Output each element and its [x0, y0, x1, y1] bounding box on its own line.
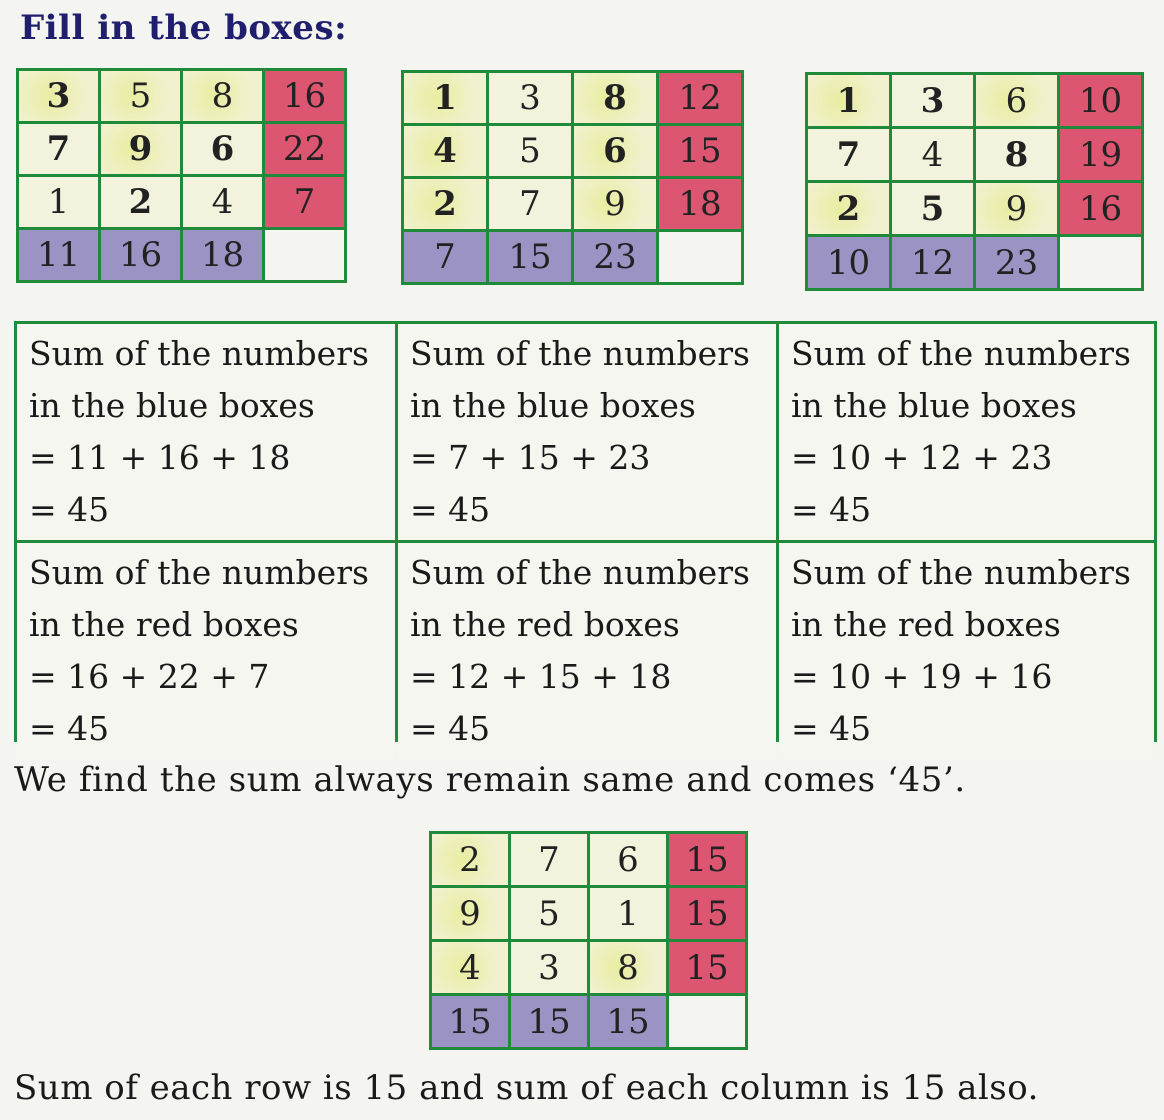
grid-cell: 5	[511, 888, 587, 939]
grid-cell: 3	[511, 942, 587, 993]
sum-line: Sum of the numbers	[29, 334, 369, 373]
red-cell: 18	[659, 179, 741, 229]
red-cell: 10	[1060, 75, 1141, 126]
sum-line: = 10 + 12 + 23	[791, 438, 1053, 477]
grid-cell: 6	[976, 75, 1057, 126]
grid-cell: 8	[976, 129, 1057, 180]
grid-cell: 6	[183, 124, 262, 174]
grid-cell: 4	[432, 942, 508, 993]
grid-cell: 7	[808, 129, 889, 180]
grid-cell: 5	[892, 183, 973, 234]
sum-line: = 45	[410, 709, 491, 748]
sum-line: = 11 + 16 + 18	[29, 438, 291, 477]
sum-line: = 10 + 19 + 16	[791, 657, 1053, 696]
blue-sum-cell	[779, 324, 1154, 540]
grid-2	[401, 70, 744, 285]
grid-cell: 8	[590, 942, 666, 993]
sum-line: in the red boxes	[410, 605, 680, 644]
grid-cell: 3	[892, 75, 973, 126]
blue-cell: 15	[489, 232, 571, 282]
sum-line: Sum of the numbers	[791, 553, 1131, 592]
grid-cell: 2	[101, 177, 180, 227]
grid-cell: 8	[183, 71, 262, 121]
red-cell: 16	[1060, 183, 1141, 234]
blue-cell: 11	[19, 230, 98, 280]
sum-line: in the red boxes	[791, 605, 1061, 644]
heading: Fill in the boxes:	[20, 8, 348, 48]
sum-line: Sum of the numbers	[410, 553, 750, 592]
red-cell: 19	[1060, 129, 1141, 180]
blank-cell	[659, 232, 741, 282]
red-cell: 15	[669, 888, 745, 939]
sum-line: Sum of the numbers	[29, 553, 369, 592]
grid-cell: 2	[432, 834, 508, 885]
sum-line: = 45	[410, 490, 491, 529]
blank-cell	[669, 996, 745, 1047]
blue-cell: 12	[892, 237, 973, 288]
grid-cell: 3	[489, 73, 571, 123]
sum-line: = 16 + 22 + 7	[29, 657, 270, 696]
blue-cell: 15	[432, 996, 508, 1047]
grid-cell: 6	[590, 834, 666, 885]
sum-line: = 7 + 15 + 23	[410, 438, 651, 477]
grid-cell: 9	[976, 183, 1057, 234]
statement: We find the sum always remain same and comes ‘45’.	[14, 760, 966, 800]
grid-cell: 7	[19, 124, 98, 174]
grid-cell: 7	[511, 834, 587, 885]
blue-sum-cell	[17, 324, 395, 540]
grid-cell: 9	[574, 179, 656, 229]
red-cell: 15	[669, 942, 745, 993]
blue-cell: 16	[101, 230, 180, 280]
red-cell: 12	[659, 73, 741, 123]
grid-cell: 6	[574, 126, 656, 176]
grid-cell: 9	[432, 888, 508, 939]
blue-cell: 23	[574, 232, 656, 282]
blank-cell	[265, 230, 344, 280]
grid-cell: 5	[101, 71, 180, 121]
sum-line: = 45	[791, 490, 872, 529]
blue-cell: 23	[976, 237, 1057, 288]
sum-line: Sum of the numbers	[410, 334, 750, 373]
grid-cell: 5	[489, 126, 571, 176]
sums-table	[14, 321, 1157, 748]
sum-line: = 45	[29, 709, 110, 748]
sum-line: in the blue boxes	[410, 386, 696, 425]
magic-square	[429, 831, 748, 1050]
grid-1	[16, 68, 347, 283]
grid-cell: 1	[19, 177, 98, 227]
red-cell: 15	[659, 126, 741, 176]
grid-cell: 2	[404, 179, 486, 229]
grid-cell: 3	[19, 71, 98, 121]
blank-cell	[1060, 237, 1141, 288]
grid-cell: 1	[808, 75, 889, 126]
red-cell: 7	[265, 177, 344, 227]
sum-line: = 45	[791, 709, 872, 748]
sum-line: in the blue boxes	[791, 386, 1077, 425]
grid-cell: 9	[101, 124, 180, 174]
grid-cell: 7	[489, 179, 571, 229]
red-sum-cell	[779, 543, 1154, 759]
red-sum-cell	[398, 543, 776, 759]
sum-line: = 45	[29, 490, 110, 529]
red-cell: 16	[265, 71, 344, 121]
grid-cell: 4	[404, 126, 486, 176]
blue-sum-cell	[398, 324, 776, 540]
sum-line: in the red boxes	[29, 605, 299, 644]
red-cell: 22	[265, 124, 344, 174]
grid-cell: 4	[183, 177, 262, 227]
blue-cell: 15	[590, 996, 666, 1047]
grid-cell: 1	[590, 888, 666, 939]
sum-line: Sum of the numbers	[791, 334, 1131, 373]
red-cell: 15	[669, 834, 745, 885]
blue-cell: 10	[808, 237, 889, 288]
blue-cell: 18	[183, 230, 262, 280]
grid-3	[805, 72, 1144, 291]
grid-cell: 2	[808, 183, 889, 234]
footer-statement: Sum of each row is 15 and sum of each column is 15 also.	[14, 1068, 1039, 1108]
sum-line: in the blue boxes	[29, 386, 315, 425]
blue-cell: 15	[511, 996, 587, 1047]
blue-cell: 7	[404, 232, 486, 282]
sum-line: = 12 + 15 + 18	[410, 657, 672, 696]
grid-cell: 4	[892, 129, 973, 180]
grid-cell: 1	[404, 73, 486, 123]
grid-cell: 8	[574, 73, 656, 123]
red-sum-cell	[17, 543, 395, 759]
